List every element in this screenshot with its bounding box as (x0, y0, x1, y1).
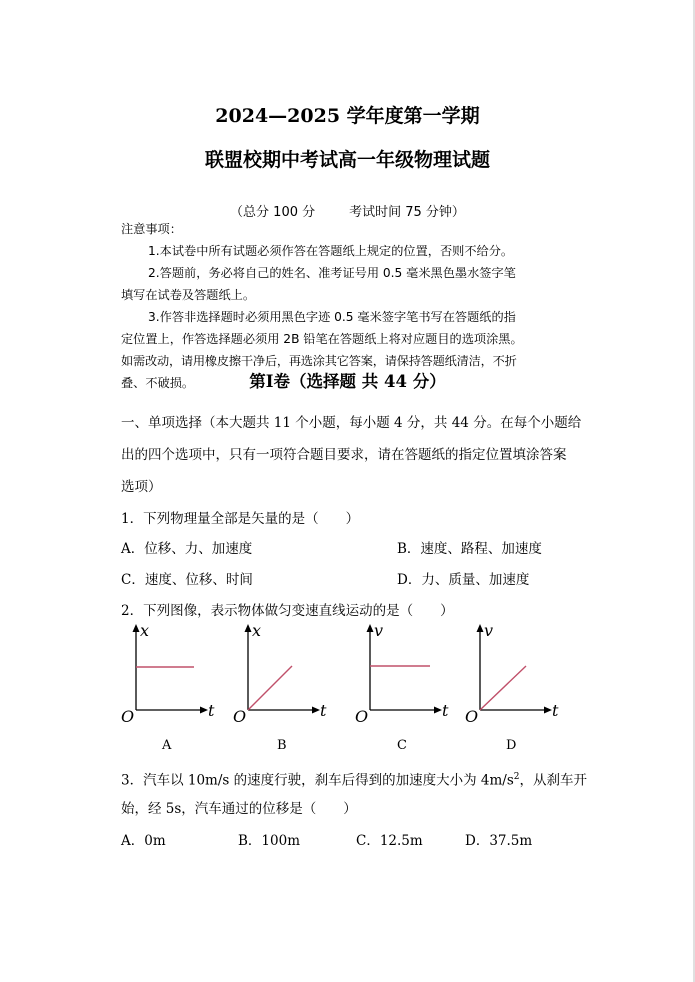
q3-option-b: B．100m (238, 833, 300, 849)
notice-line: 定位置上，作答选择题必须用 2B 铅笔在答题纸上将对应题目的选项涂黑。 (121, 332, 523, 346)
q1-option-c: C．速度、位移、时间 (121, 572, 253, 588)
notice-line: 如需改动，请用橡皮擦干净后，再选涂其它答案，请保持答题纸清洁，不折 (121, 354, 517, 368)
section-title: 第Ⅰ卷（选择题 共 44 分） (249, 372, 446, 391)
graph-b-x-arrow (312, 707, 320, 714)
graph-d-x-arrow (544, 707, 552, 714)
graph-b (233, 621, 327, 726)
graph-b-x-label: t (320, 701, 327, 720)
graph-a-caption: A (162, 738, 172, 753)
q3-option-c: C．12.5m (356, 833, 423, 849)
graph-a-y-arrow (133, 624, 140, 632)
notice-line: 2.答题前，务必将自己的姓名、准考证号用 0.5 毫米黑色墨水签字笔 (148, 266, 516, 280)
graph-a-x-label: t (208, 701, 215, 720)
q1-option-d: D．力、质量、加速度 (397, 572, 530, 588)
graph-c-x-label: t (442, 701, 449, 720)
graph-b-y-label: x (252, 621, 262, 640)
graph-d-caption: D (506, 738, 517, 753)
graph-c-caption: C (397, 738, 407, 753)
graph-d-origin: O (465, 707, 479, 726)
title-line-1: 2024—2025 学年度第一学期 (215, 105, 480, 127)
graph-d-y-arrow (477, 624, 484, 632)
graph-c (355, 621, 449, 726)
q3-option-d: D．37.5m (465, 833, 533, 849)
total-score: （总分 100 分 (230, 205, 316, 220)
score-time-line (0, 201, 695, 220)
title-line-2: 联盟校期中考试高一年级物理试题 (204, 149, 490, 171)
q3-stem-line-2: 始，经 5s，汽车通过的位移是（ ） (121, 801, 357, 817)
section-intro-line: 选项） (121, 479, 162, 495)
graph-b-line (248, 666, 292, 710)
q1-option-b: B．速度、路程、加速度 (397, 541, 542, 557)
graph-a-x-arrow (200, 707, 208, 714)
notice-line: 1.本试卷中所有试题必须作答在答题纸上规定的位置，否则不给分。 (148, 244, 514, 258)
notice-line: 叠、不破损。 (121, 376, 195, 390)
graph-c-x-arrow (434, 707, 442, 714)
q1-option-a: A．位移、力、加速度 (121, 541, 253, 557)
graph-b-y-arrow (245, 624, 252, 632)
graph-c-origin: O (355, 707, 369, 726)
graph-a (121, 621, 215, 726)
graph-a-y-label: x (140, 621, 150, 640)
graph-d-x-label: t (552, 701, 559, 720)
q3-stem-b: ，从刹车开 (519, 772, 588, 789)
section-intro-line: 出的四个选项中，只有一项符合题目要求，请在答题纸的指定位置填涂答案 (121, 447, 567, 463)
graph-a-origin: O (121, 707, 135, 726)
q3-option-a: A．0m (121, 833, 166, 849)
section-intro-line: 一、单项选择（本大题共 11 个小题，每小题 4 分，共 44 分。在每个小题给 (121, 415, 582, 431)
graph-c-y-label: v (374, 621, 384, 640)
exam-time: 考试时间 75 分钟） (349, 205, 465, 220)
graph-d (465, 621, 559, 726)
q3-stem-line-1 (121, 768, 587, 790)
graph-c-y-arrow (367, 624, 374, 632)
q2-stem: 2．下列图像，表示物体做匀变速直线运动的是（ ） (121, 603, 454, 619)
notice-line: 3.作答非选择题时必须用黑色字迹 0.5 毫米签字笔书写在答题纸的指 (148, 310, 516, 324)
graph-d-y-label: v (484, 621, 494, 640)
notice-line: 填写在试卷及答题纸上。 (121, 288, 256, 302)
q3-stem-a: 3．汽车以 10m/s 的速度行驶，刹车后得到的加速度大小为 4m/s (121, 772, 514, 789)
notice-heading: 注意事项： (121, 222, 182, 236)
graph-b-caption: B (277, 738, 287, 753)
q3-stem-sup: 2 (513, 772, 520, 782)
graph-d-line (480, 666, 526, 710)
q2-graphs (110, 618, 590, 730)
q1-stem: 1．下列物理量全部是矢量的是（ ） (121, 511, 360, 527)
graph-b-origin: O (233, 707, 247, 726)
